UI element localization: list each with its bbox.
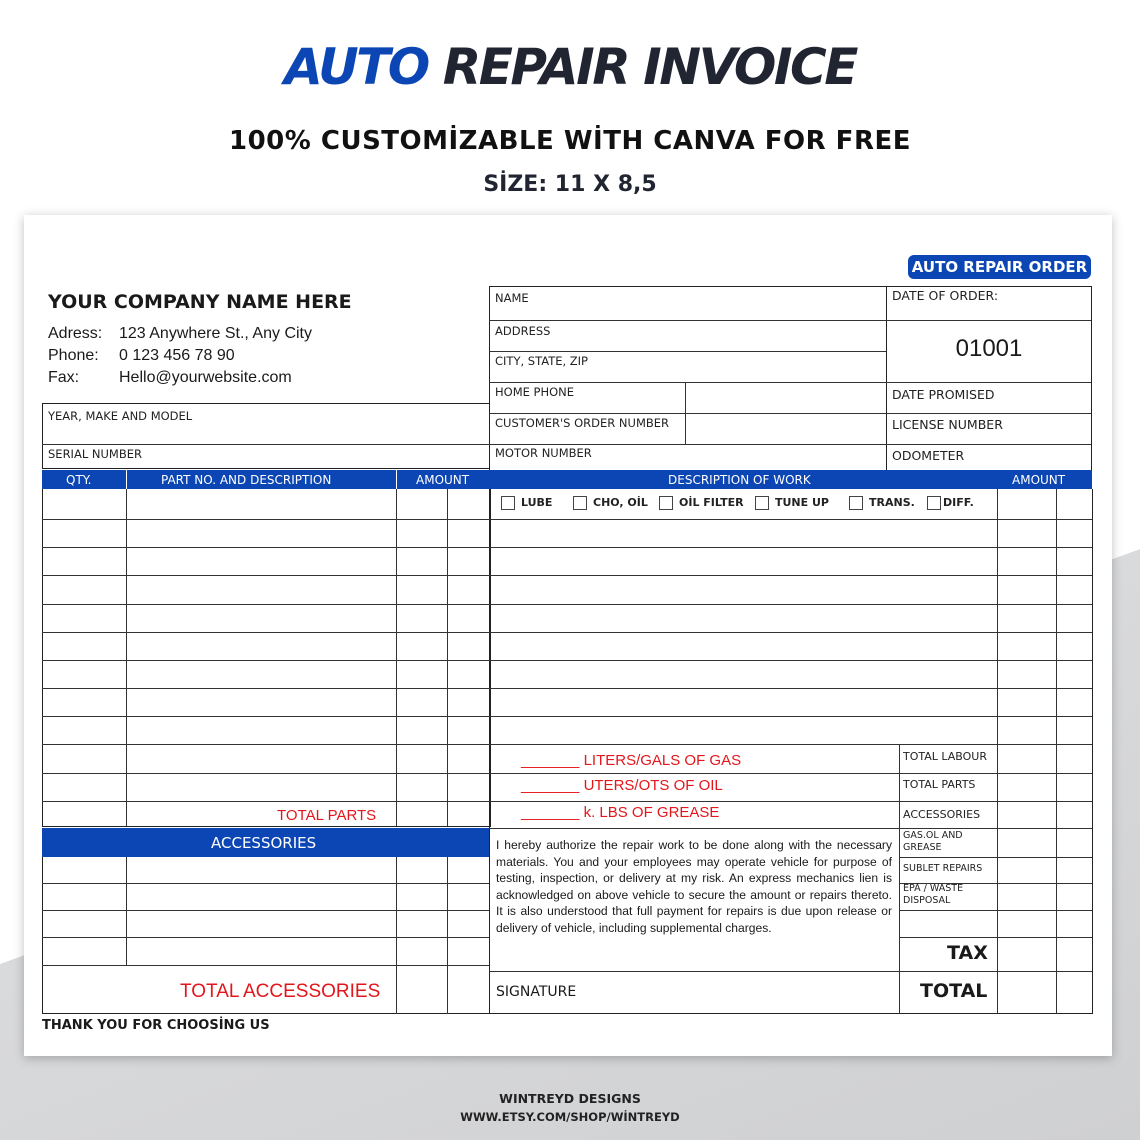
- date-of-order-label: DATE OF ORDER:: [892, 288, 999, 303]
- sublet-repairs-label: SUBLET REPAIRS: [903, 863, 983, 874]
- check-diff[interactable]: DIFF.: [927, 496, 974, 510]
- company-name: YOUR COMPANY NAME HERE: [48, 291, 352, 313]
- subtitle: 100% CUSTOMİZABLE WİTH CANVA FOR FREE: [229, 126, 911, 156]
- accessories-header-bar: [42, 828, 489, 857]
- footer-brand: WINTREYD DESIGNS: [499, 1091, 641, 1106]
- gas-oil-grease-label: GAS.OL AND GREASE: [903, 830, 963, 853]
- company-phone-value: 0 123 456 78 90: [119, 347, 235, 364]
- customer-order-number-label: CUSTOMER'S ORDER NUMBER: [495, 416, 670, 430]
- signature-label: SIGNATURE: [496, 984, 577, 1000]
- order-number: 01001: [955, 335, 1023, 362]
- total-parts-label: TOTAL PARTS: [277, 807, 377, 824]
- city-label: CITY, STATE, ZIP: [495, 354, 588, 368]
- date-promised-label: DATE PROMISED: [892, 387, 995, 402]
- motor-number-label: MOTOR NUMBER: [495, 446, 592, 460]
- total-accessories-label: TOTAL ACCESSORIES: [180, 981, 381, 1002]
- page-title: [0, 38, 1140, 96]
- checkbox-icon: [501, 496, 515, 510]
- work-header-bar: [489, 470, 1092, 489]
- check-oil-filter[interactable]: OİL FILTER: [659, 496, 744, 510]
- size-label: SİZE: 11 X 8,5: [483, 172, 657, 197]
- checkbox-icon: [573, 496, 587, 510]
- fluid-grease: _______ k. LBS OF GREASE: [521, 804, 720, 821]
- total-labour-label: TOTAL LABOUR: [903, 750, 988, 763]
- title-auto: AUTO: [284, 38, 428, 96]
- title-rest: REPAIR INVOICE: [442, 38, 856, 96]
- company-address-value: 123 Anywhere St., Any City: [119, 325, 312, 342]
- name-label: NAME: [495, 291, 529, 305]
- invoice-sheet: [24, 215, 1112, 1056]
- work-description-header: DESCRIPTION OF WORK: [668, 473, 811, 487]
- check-tune-up[interactable]: TUNE UP: [755, 496, 829, 510]
- tax-label: TAX: [947, 942, 988, 964]
- authorization-text: I hereby authorize the repair work to be done along with the necessary materials. You and your employees may operate vehicle for purpose of testing, inspection, or delivery at my risk. An express mechanics lien is acknowledged on above vehicle to secure the amount or repairs thereto. It is also understood that full payment for repairs is due upon release or delivery of vehicle, including supplemental charges.: [496, 838, 892, 935]
- fluid-oil: _______ UTERS/OTS OF OIL: [521, 777, 723, 794]
- odometer-label: ODOMETER: [892, 448, 965, 463]
- accessories-header: ACCESSORIES: [211, 834, 317, 852]
- check-lube[interactable]: LUBE: [501, 496, 552, 510]
- company-address-label: Adress:: [48, 325, 103, 342]
- parts-header-bar: [42, 470, 489, 489]
- work-amount-header: AMOUNT: [1012, 473, 1066, 487]
- total-parts-summary-label: TOTAL PARTS: [903, 778, 976, 791]
- footer-url[interactable]: WWW.ETSY.COM/SHOP/WİNTREYD: [460, 1110, 680, 1124]
- checkbox-icon: [659, 496, 673, 510]
- license-number-label: LICENSE NUMBER: [892, 417, 1003, 432]
- check-trans[interactable]: TRANS.: [849, 496, 915, 510]
- fluid-gas: _______ LITERS/GALS OF GAS: [521, 752, 742, 769]
- check-cho-oil[interactable]: CHO, OİL: [573, 496, 648, 510]
- checkbox-icon: [755, 496, 769, 510]
- total-label: TOTAL: [920, 980, 988, 1002]
- year-make-model-label: YEAR, MAKE AND MODEL: [48, 409, 193, 423]
- serial-number-label: SERIAL NUMBER: [48, 447, 142, 461]
- parts-amount-header: AMOUNT: [416, 473, 470, 487]
- company-phone-label: Phone:: [48, 347, 99, 364]
- accessories-summary-label: ACCESSORIES: [903, 808, 981, 821]
- epa-waste-label: EPA / WASTE DISPOSAL: [903, 883, 964, 906]
- badge-text: AUTO REPAIR ORDER: [911, 258, 1088, 276]
- checkbox-icon: [927, 496, 941, 510]
- qty-header: QTY.: [66, 473, 92, 487]
- company-fax-label: Fax:: [48, 369, 80, 386]
- thank-you-text: THANK YOU FOR CHOOSİNG US: [42, 1018, 270, 1033]
- repair-order-badge: [908, 255, 1091, 279]
- address-label: ADDRESS: [495, 324, 551, 338]
- home-phone-label: HOME PHONE: [495, 385, 575, 399]
- part-header: PART NO. AND DESCRIPTION: [161, 473, 332, 487]
- parts-grid: [42, 489, 491, 827]
- checkbox-icon: [849, 496, 863, 510]
- company-fax-value: Hello@yourwebsite.com: [119, 369, 292, 386]
